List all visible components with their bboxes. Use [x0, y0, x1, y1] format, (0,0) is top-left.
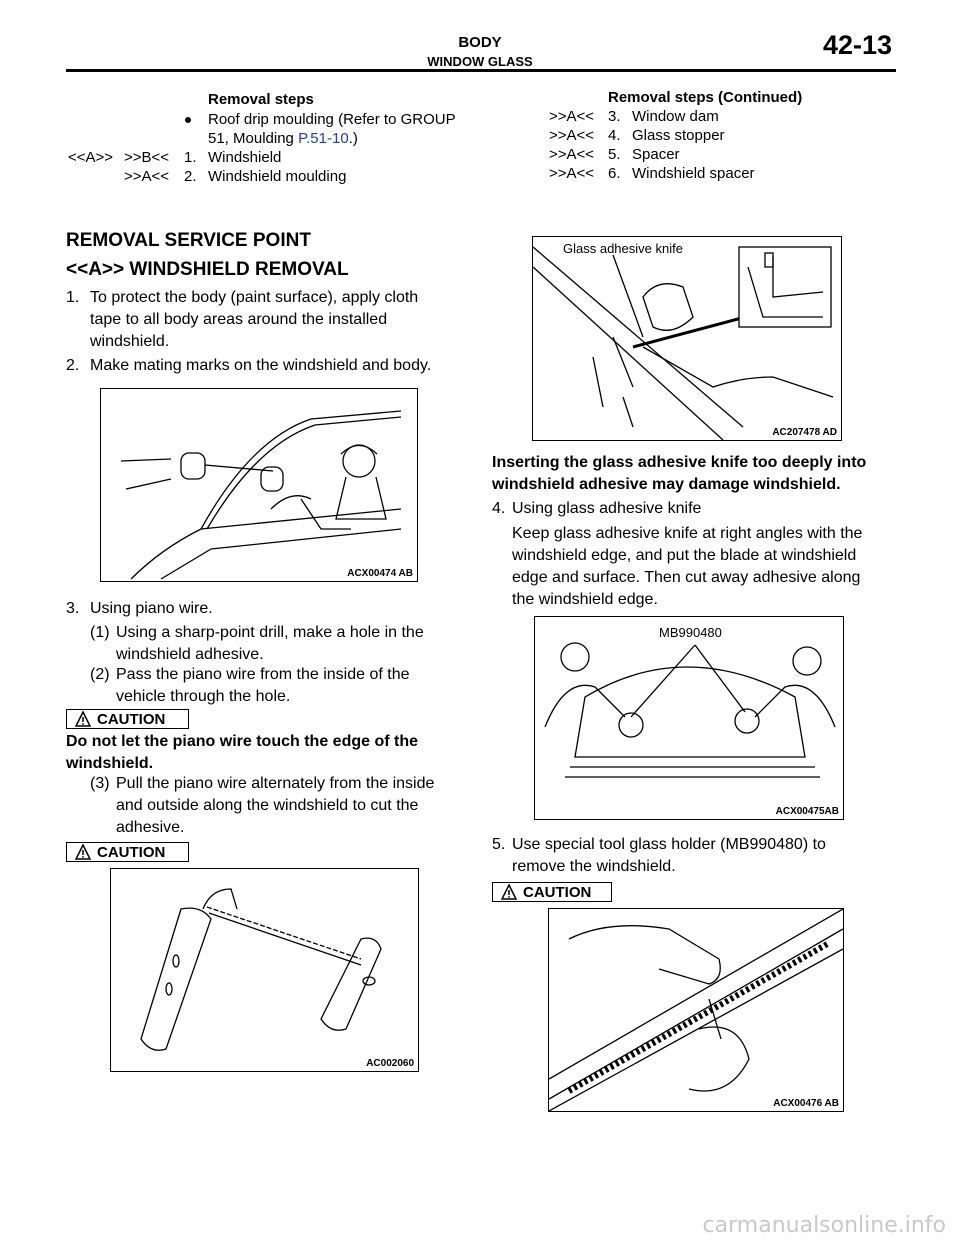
bullet-icon: [185, 117, 191, 123]
adhesive-knife-illustration: [533, 237, 841, 440]
step-4-text: edge and surface. Then cut away adhesive along: [512, 569, 861, 586]
cutting-adhesive-illustration: [549, 909, 843, 1111]
step-4-text: windshield edge, and put the blade at windshield: [512, 547, 857, 564]
warning-icon: [75, 711, 91, 727]
caution-label: CAUTION: [97, 710, 166, 728]
windshield-removal-heading: <<A>> WINDSHIELD REMOVAL: [66, 259, 349, 280]
substep-text: Using a sharp-point drill, make a hole in the: [116, 624, 424, 641]
step-4-text: Keep glass adhesive knife at right angles with the: [512, 525, 863, 542]
substep-number: (2): [90, 666, 110, 683]
substep-text: Pull the piano wire alternately from the inside: [116, 775, 435, 792]
removal-steps-continued-heading: Removal steps (Continued): [608, 89, 803, 106]
step-1-number: 1.: [66, 289, 80, 306]
figure-cutting-adhesive: [548, 908, 844, 1112]
substep-text: adhesive.: [116, 819, 185, 836]
caution-box: [492, 882, 612, 902]
caution-text: Inserting the glass adhesive knife too deeply into: [492, 454, 867, 471]
figure-code: AC002060: [366, 1058, 414, 1069]
substep-number: (3): [90, 775, 110, 792]
callout-label: MB990480: [659, 625, 722, 640]
step-mark: >>A<<: [549, 146, 595, 163]
removal-service-point-heading: REMOVAL SERVICE POINT: [66, 230, 311, 251]
step-number: 5.: [608, 146, 621, 163]
step-mark: >>A<<: [549, 165, 595, 182]
removal-steps-heading: Removal steps: [208, 91, 314, 108]
watermark: carmanualsonline.info: [702, 1213, 946, 1238]
step-mark-a: <<A>>: [68, 149, 114, 166]
substep-text: Pass the piano wire from the inside of the: [116, 666, 410, 683]
step-mark: >>A<<: [549, 127, 595, 144]
piano-wire-illustration: [111, 869, 418, 1071]
step-mark: >>A<<: [549, 108, 595, 125]
substep-number: (1): [90, 624, 110, 641]
group-reference-link[interactable]: P.51-10: [298, 130, 349, 147]
step-2-text: Make mating marks on the windshield and body.: [90, 357, 432, 374]
mating-marks-illustration: [101, 389, 417, 581]
step-number: 4.: [608, 127, 621, 144]
caution-label: CAUTION: [523, 883, 592, 901]
step-number: 2.: [184, 168, 197, 185]
step-3-text: Using piano wire.: [90, 600, 213, 617]
step-4-text: Using glass adhesive knife: [512, 500, 702, 517]
figure-glass-adhesive-knife: [532, 236, 842, 441]
step-text: Windshield moulding: [208, 168, 347, 185]
step-text: Spacer: [632, 146, 680, 163]
step-mark-b: >>B<<: [124, 149, 170, 166]
step-text: Windshield: [208, 149, 282, 166]
page-number: 42-13: [822, 30, 892, 60]
figure-mating-marks: [100, 388, 418, 582]
glass-holder-illustration: [535, 617, 843, 819]
step-5-text: remove the windshield.: [512, 858, 676, 875]
section-subtitle: WINDOW GLASS: [427, 54, 533, 69]
figure-code: ACX00474 AB: [347, 568, 413, 579]
header-rule: [66, 69, 896, 72]
bullet-line-1: Roof drip moulding (Refer to GROUP: [208, 111, 456, 128]
step-2-number: 2.: [66, 357, 80, 374]
step-3-number: 3.: [66, 600, 80, 617]
step-number: 6.: [608, 165, 621, 182]
figure-code: ACX00475AB: [775, 806, 839, 817]
figure-code: AC207478 AD: [772, 427, 837, 438]
figure-code: ACX00476 AB: [773, 1098, 839, 1109]
section-title: BODY: [458, 34, 502, 51]
step-number: 1.: [184, 149, 197, 166]
step-4-text: the windshield edge.: [512, 591, 658, 608]
caution-text: windshield adhesive may damage windshield.: [492, 476, 841, 493]
caution-box: [66, 842, 189, 862]
bullet-line-2: 51, Moulding P.51-10.): [208, 130, 358, 147]
step-1-text: tape to all body areas around the installed: [90, 311, 388, 328]
step-4-number: 4.: [492, 500, 506, 517]
step-text: Window dam: [632, 108, 719, 125]
substep-text: and outside along the windshield to cut the: [116, 797, 419, 814]
caution-text: Do not let the piano wire touch the edge of the: [66, 733, 418, 750]
warning-icon: [75, 844, 91, 860]
step-mark-b: >>A<<: [124, 168, 170, 185]
callout-label: Glass adhesive knife: [563, 241, 683, 256]
step-5-text: Use special tool glass holder (MB990480) to: [512, 836, 826, 853]
substep-text: windshield adhesive.: [116, 646, 264, 663]
figure-piano-wire: [110, 868, 419, 1072]
substep-text: vehicle through the hole.: [116, 688, 291, 705]
step-1-text: windshield.: [90, 333, 170, 350]
step-5-number: 5.: [492, 836, 506, 853]
caution-box: [66, 709, 189, 729]
warning-icon: [501, 884, 517, 900]
step-text: Glass stopper: [632, 127, 725, 144]
step-1-text: To protect the body (paint surface), apply cloth: [90, 289, 419, 306]
figure-glass-holder: [534, 616, 844, 820]
step-number: 3.: [608, 108, 621, 125]
caution-label: CAUTION: [97, 843, 166, 861]
step-text: Windshield spacer: [632, 165, 755, 182]
caution-text: windshield.: [66, 755, 154, 772]
